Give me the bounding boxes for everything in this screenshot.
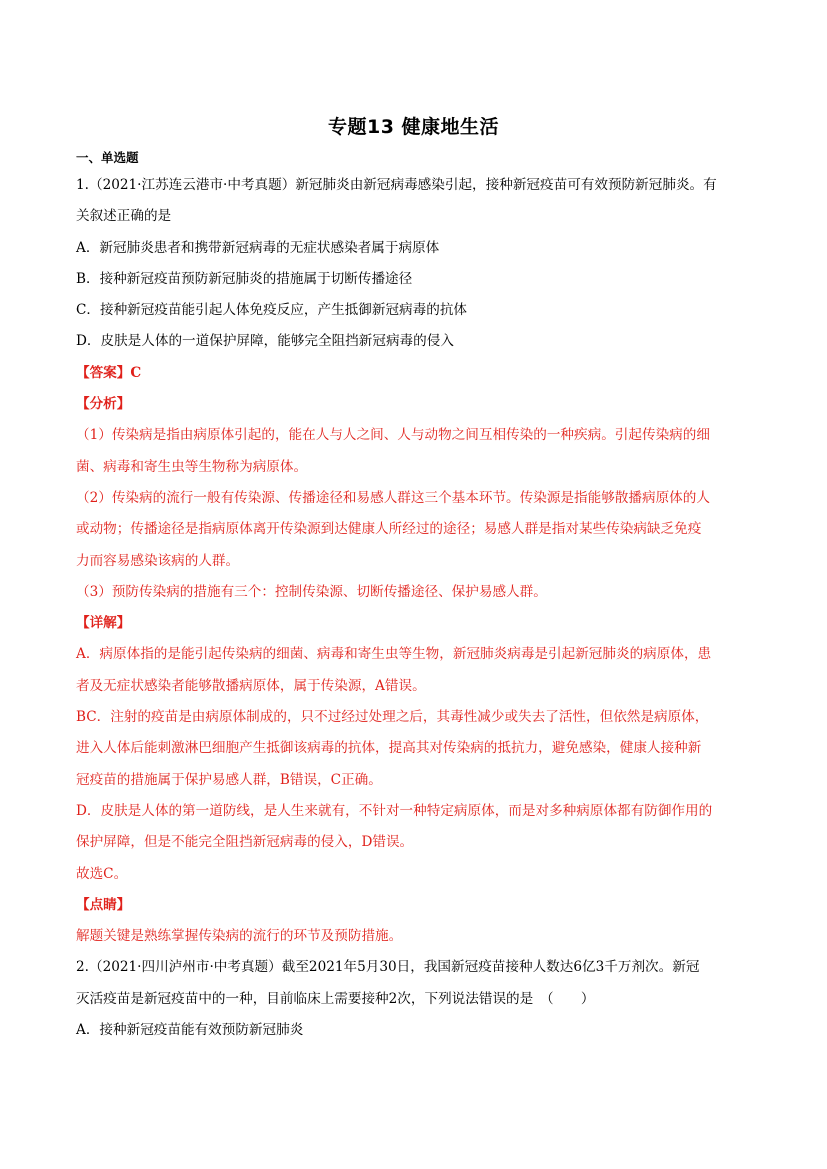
question-1-option-c: C．接种新冠疫苗能引起人体免疫反应，产生抵御新冠病毒的抗体 (76, 302, 468, 319)
question-2-option-a: A．接种新冠疫苗能有效预防新冠肺炎 (76, 1022, 304, 1039)
analysis-line: （1）传染病是指由病原体引起的，能在人与人之间、人与动物之间互相传染的一种疾病。引起传染病的细 (76, 427, 710, 444)
analysis-line: 力而容易感染该病的人群。 (76, 552, 240, 569)
detail-line: 者及无症状感染者能够散播病原体，属于传染源，A错误。 (76, 677, 426, 694)
conclusion-line: 故选C。 (76, 865, 128, 882)
question-1-option-d: D．皮肤是人体的一道保护屏障，能够完全阻挡新冠病毒的侵入 (76, 333, 454, 350)
document-body (76, 170, 756, 1046)
detail-label: 【详解】 (76, 615, 131, 632)
analysis-line: （2）传染病的流行一般有传染源、传播途径和易感人群这三个基本环节。传染源是指能够散播病原体的人 (76, 489, 710, 506)
detail-line: 保护屏障，但是不能完全阻挡新冠病毒的侵入，D错误。 (76, 834, 414, 851)
detail-line: A．病原体指的是能引起传染病的细菌、病毒和寄生虫等生物，新冠肺炎病毒是引起新冠肺炎的病原体，患 (76, 646, 712, 663)
tip-label: 【点睛】 (76, 896, 131, 913)
detail-line: 冠疫苗的措施属于保护易感人群，B错误，C正确。 (76, 771, 382, 788)
detail-line: BC．注射的疫苗是由病原体制成的，只不过经过处理之后，其毒性减少或失去了活性，但依然是病原体， (76, 709, 709, 726)
detail-line: 进入人体后能刺激淋巴细胞产生抵御该病毒的抗体，提高其对传染病的抵抗力，避免感染，健康人接种新 (76, 740, 702, 757)
tip-line: 解题关键是熟练掌握传染病的流行的环节及预防措施。 (76, 928, 403, 945)
answer-label: 【答案】C (76, 364, 142, 381)
analysis-line: （3）预防传染病的措施有三个：控制传染源、切断传播途径、保护易感人群。 (76, 583, 547, 600)
question-1-option-a: A．新冠肺炎患者和携带新冠病毒的无症状感染者属于病原体 (76, 239, 440, 256)
page-title: 专题13 健康地生活 (327, 116, 500, 138)
question-2-stem: 2.（2021·四川泸州市·中考真题）截至2021年5月30日，我国新冠疫苗接种人数达6亿3千万剂次。新冠 (76, 959, 700, 976)
question-2-stem-cont: 灭活疫苗是新冠疫苗中的一种，目前临床上需要接种2次，下列说法错误的是 （ ） (76, 990, 595, 1007)
analysis-line: 或动物；传播途径是指病原体离开传染源到达健康人所经过的途径；易感人群是指对某些传染病缺乏免疫 (76, 521, 702, 538)
question-1-stem: 1.（2021·江苏连云港市·中考真题）新冠肺炎由新冠病毒感染引起，接种新冠疫苗可有效预防新冠肺炎。有 (76, 177, 717, 193)
analysis-line: 菌、病毒和寄生虫等生物称为病原体。 (76, 458, 308, 475)
detail-line: D．皮肤是人体的第一道防线，是人生来就有，不针对一种特定病原体，而是对多种病原体都有防御作用的 (76, 802, 713, 819)
question-1-stem-cont: 关叙述正确的是 (76, 208, 172, 225)
analysis-label: 【分析】 (76, 396, 131, 413)
question-1-option-b: B．接种新冠疫苗预防新冠肺炎的措施属于切断传播途径 (76, 270, 413, 287)
section-heading: 一、单选题 (76, 150, 139, 165)
